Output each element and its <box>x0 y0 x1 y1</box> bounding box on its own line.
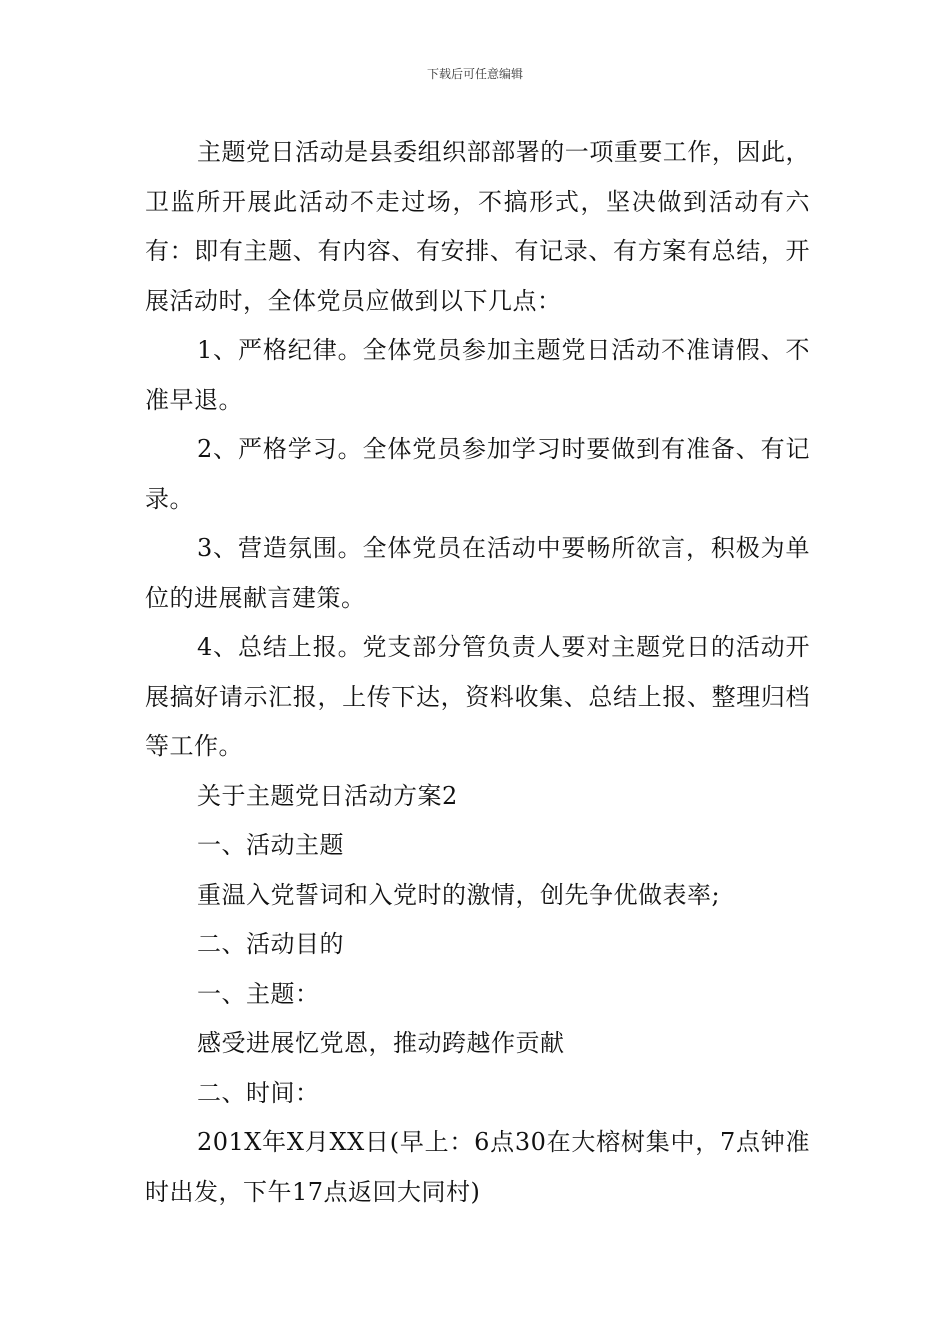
sub-2-heading: 二、时间： <box>197 1078 320 1107</box>
plan-2-title: 关于主题党日活动方案2 <box>197 781 458 810</box>
document-body <box>145 128 810 1217</box>
point-4-paragraph: 4、总结上报。党支部分管负责人要对主题党日的活动开展搞好请示汇报，上传下达，资料收集、总结上报、整理归档等工作。 <box>145 633 810 760</box>
section-2-heading: 二、活动目的 <box>197 930 344 958</box>
sub-2-text: 201X年X月XX日(早上：6点30在大榕树集中，7点钟准时出发，下午17点返回大同村) <box>145 1128 810 1206</box>
point-2-paragraph: 2、严格学习。全体党员参加学习时要做到有准备、有记录。 <box>145 435 810 513</box>
page-header-note: 下载后可任意编辑 <box>426 67 523 81</box>
point-1-paragraph: 1、严格纪律。全体党员参加主题党日活动不准请假、不准早退。 <box>145 336 810 414</box>
section-1-heading: 一、活动主题 <box>197 831 344 859</box>
section-1-text: 重温入党誓词和入党时的激情，创先争优做表率; <box>197 880 721 909</box>
sub-1-heading: 一、主题： <box>197 979 320 1008</box>
intro-paragraph: 主题党日活动是县委组织部部署的一项重要工作，因此，卫监所开展此活动不走过场，不搞形式，坚决做到活动有六有：即有主题、有内容、有安排、有记录、有方案有总结，开展活动时，全体党员应做到以下几点： <box>145 138 810 315</box>
sub-1-text: 感受进展忆党恩，推动跨越作贡献 <box>197 1029 565 1057</box>
point-3-paragraph: 3、营造氛围。全体党员在活动中要畅所欲言，积极为单位的进展献言建策。 <box>145 534 810 612</box>
